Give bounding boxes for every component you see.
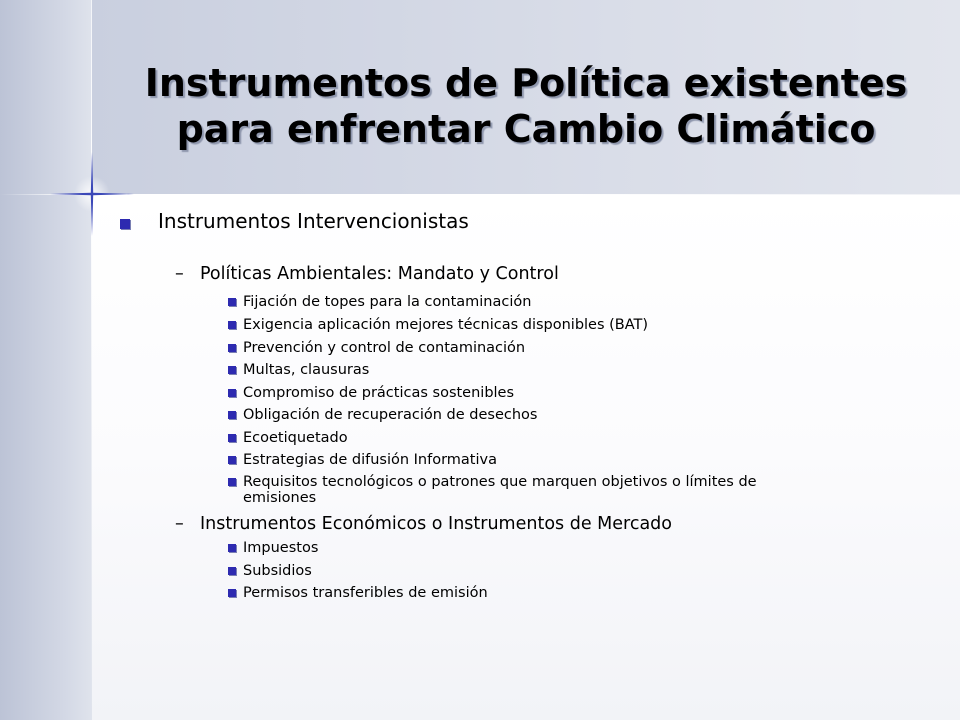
level1-heading: Instrumentos Intervencionistas bbox=[158, 209, 469, 233]
list-item: Subsidios bbox=[243, 563, 312, 579]
bullet-icon bbox=[228, 567, 236, 575]
bullet-icon bbox=[228, 389, 236, 397]
list-item: Prevención y control de contaminación bbox=[243, 340, 526, 356]
dash-marker: – bbox=[175, 264, 184, 284]
list-item: Estrategias de difusión Informativa bbox=[243, 452, 497, 468]
list-item: Permisos transferibles de emisión bbox=[243, 585, 488, 601]
section-heading-mandato: Políticas Ambientales: Mandato y Control bbox=[200, 264, 559, 284]
horizontal-divider-line bbox=[0, 194, 960, 195]
bullet-icon bbox=[228, 589, 236, 597]
list-item: Ecoetiquetado bbox=[243, 430, 348, 446]
title-line-2: para enfrentar Cambio Climático bbox=[176, 107, 876, 151]
list-item: Obligación de recuperación de desechos bbox=[243, 407, 538, 423]
bullet-icon bbox=[228, 456, 236, 464]
list-item: Multas, clausuras bbox=[243, 362, 370, 378]
list-item: Fijación de topes para la contaminación bbox=[243, 294, 532, 310]
bullet-icon bbox=[228, 478, 236, 486]
bullet-icon bbox=[228, 434, 236, 442]
list-item: Requisitos tecnológicos o patrones que marquen objetivos o límites de bbox=[243, 474, 757, 490]
list-item: Compromiso de prácticas sostenibles bbox=[243, 385, 515, 401]
sparkle-star-icon bbox=[42, 144, 142, 244]
dash-marker: – bbox=[175, 514, 184, 534]
list-item: Exigencia aplicación mejores técnicas disponibles (BAT) bbox=[243, 317, 649, 333]
bullet-icon bbox=[120, 219, 130, 229]
bullet-icon bbox=[228, 298, 236, 306]
section-heading-mercado: Instrumentos Económicos o Instrumentos de Mercado bbox=[200, 514, 672, 534]
list-item: Impuestos bbox=[243, 540, 319, 556]
bullet-icon bbox=[228, 321, 236, 329]
bullet-icon bbox=[228, 344, 236, 352]
list-item-continuation: emisiones bbox=[243, 490, 317, 506]
left-background-panel bbox=[0, 0, 92, 720]
bullet-icon bbox=[228, 411, 236, 419]
slide-title bbox=[92, 60, 960, 152]
bullet-icon bbox=[228, 544, 236, 552]
title-line-1: Instrumentos de Política existentes bbox=[144, 61, 908, 105]
bullet-icon bbox=[228, 366, 236, 374]
